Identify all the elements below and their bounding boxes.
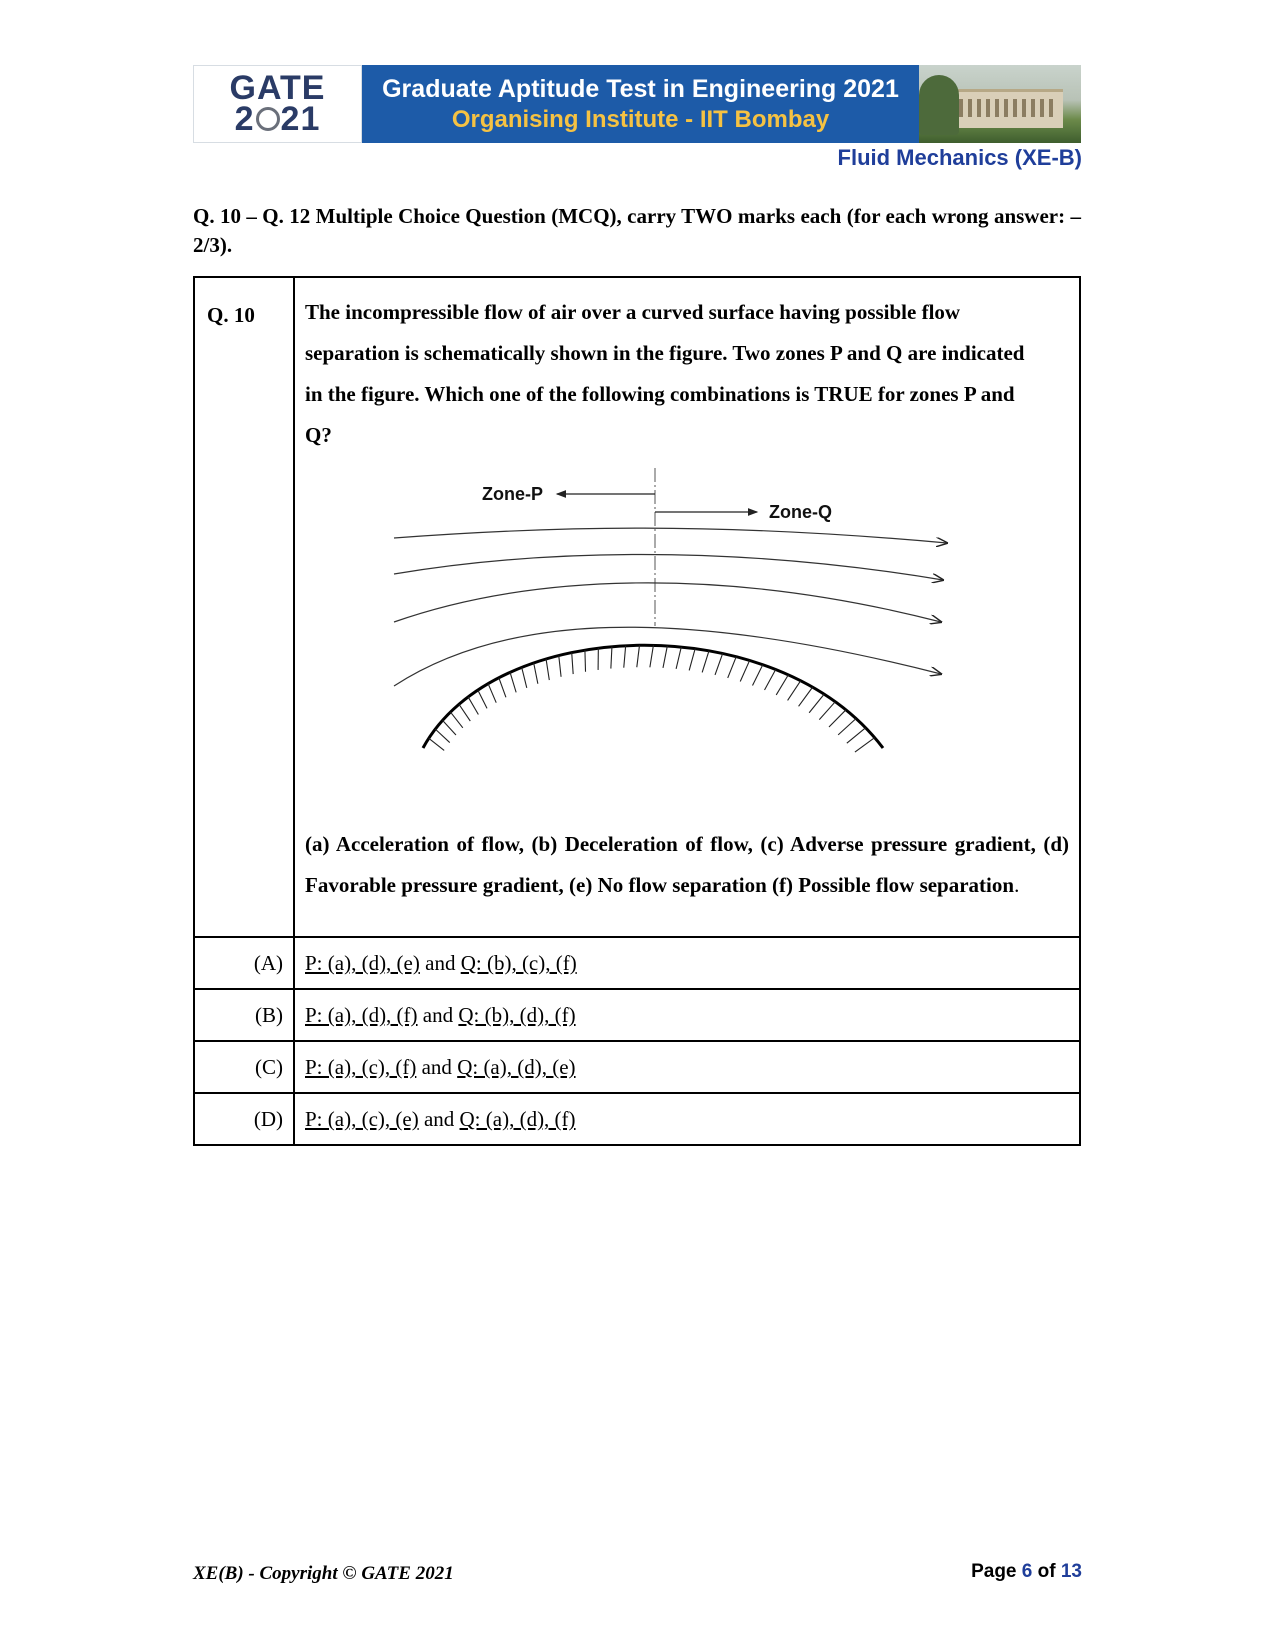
streamline-1 (394, 528, 947, 543)
logo-text-year (234, 100, 321, 138)
hatch-mark (809, 694, 824, 712)
header-banner (193, 65, 1081, 143)
option-p: P: (a), (d), (f) (305, 1003, 418, 1027)
question-number-cell (195, 278, 295, 936)
footer-copyright: XE(B) - Copyright © GATE 2021 (193, 1563, 454, 1584)
options-legend (295, 824, 1079, 936)
hatch-mark (788, 681, 801, 701)
hatch-mark (488, 684, 496, 703)
answer-option-b[interactable] (195, 990, 1079, 1042)
flow-figure (295, 456, 1079, 824)
curved-surface (423, 645, 883, 748)
option-label: (A) (195, 938, 295, 988)
logo-year-a: 2 (234, 100, 255, 138)
section-intro: Q. 10 – Q. 12 Multiple Choice Question (MCQ), carry TWO marks each (for each wrong answer: – 2/3). (193, 204, 1081, 257)
hatch-mark (740, 660, 749, 681)
question-number: Q. 10 (207, 303, 255, 327)
banner-title: Graduate Aptitude Test in Engineering 2021 (382, 75, 899, 103)
option-and: and (421, 1055, 452, 1079)
hatch-mark (534, 663, 538, 684)
streamline-3 (394, 583, 941, 622)
hatch-mark (776, 675, 788, 695)
logo-year-b: 21 (280, 100, 321, 138)
building-windows (959, 99, 1057, 117)
page-prefix: Page (971, 1561, 1017, 1582)
option-and: and (423, 1107, 455, 1131)
hatch-mark (559, 656, 561, 677)
hatch-mark (468, 697, 478, 715)
hatch-mark (510, 672, 516, 692)
option-p: P: (a), (c), (e) (305, 1107, 419, 1131)
hatch-mark (753, 665, 763, 686)
option-q: Q: (b), (c), (f) (460, 951, 577, 975)
hatch-mark (546, 659, 549, 680)
footer-page-number (971, 1561, 1082, 1583)
banner-text (362, 65, 919, 143)
hatch-mark (765, 670, 776, 690)
hatch-mark (728, 657, 737, 678)
question-text: The incompressible flow of air over a curved surface having possible flow separation is schematically shown in the figure. Two zones P and Q are indicated in the figure. Which one of the following combinations is TRUE for zones P and Q? (305, 300, 1025, 447)
gate-logo (193, 65, 362, 143)
page-total: 13 (1060, 1561, 1082, 1582)
hatch-mark (459, 704, 470, 721)
option-label: (B) (195, 990, 295, 1040)
hatch-mark (676, 647, 681, 669)
hatch-mark (689, 649, 695, 671)
option-q: Q: (b), (d), (f) (458, 1003, 576, 1027)
hatch-mark (429, 738, 444, 750)
surface-hatching (429, 645, 875, 752)
answer-option-a[interactable] (195, 938, 1079, 990)
hatch-mark (611, 647, 612, 669)
subject-title: Fluid Mechanics (XE-B) (837, 145, 1082, 170)
hatch-mark (572, 653, 573, 675)
hatch-mark (829, 710, 846, 727)
option-text (295, 1042, 1079, 1092)
question-body-cell (295, 278, 1079, 936)
hatch-mark (443, 720, 456, 735)
option-p: P: (a), (d), (e) (305, 951, 420, 975)
hatch-mark (499, 678, 506, 698)
institute-photo (919, 65, 1081, 143)
answer-option-d[interactable] (195, 1094, 1079, 1144)
hatch-mark (522, 667, 527, 687)
question-table (193, 276, 1081, 1146)
streamline-2 (394, 554, 943, 580)
hatch-mark (585, 650, 586, 672)
option-label: (D) (195, 1094, 295, 1144)
option-q: Q: (a), (d), (e) (457, 1055, 576, 1079)
page-of: of (1037, 1561, 1056, 1582)
hatch-mark (435, 729, 449, 742)
option-and: and (422, 1003, 454, 1027)
page-current: 6 (1021, 1561, 1033, 1582)
hatch-mark (847, 728, 866, 743)
hatch-mark (624, 646, 626, 668)
hatch-mark (637, 645, 640, 667)
hatch-mark (702, 651, 709, 673)
hatch-mark (650, 645, 654, 667)
option-text (295, 938, 1079, 988)
option-text (295, 990, 1079, 1040)
tree-shape (919, 75, 959, 135)
hatch-mark (819, 702, 835, 720)
option-p: P: (a), (c), (f) (305, 1055, 417, 1079)
logo-text-gate: GATE (229, 69, 326, 107)
hatch-mark (450, 712, 462, 728)
seal-icon (256, 107, 280, 131)
question-row (195, 278, 1079, 938)
answer-option-c[interactable] (195, 1042, 1079, 1094)
option-and: and (425, 951, 456, 975)
streamline-4 (394, 627, 941, 686)
hatch-mark (799, 687, 813, 706)
hatch-mark (663, 646, 667, 668)
options-legend-end: . (1014, 873, 1020, 897)
hatch-mark (838, 719, 856, 735)
banner-subtitle: Organising Institute - IIT Bombay (451, 106, 830, 133)
option-label: (C) (195, 1042, 295, 1092)
flow-diagram (295, 456, 1079, 824)
option-text (295, 1094, 1079, 1144)
hatch-mark (478, 690, 487, 708)
options-legend-text: (a) Acceleration of flow, (b) Deceleration of flow, (c) Adverse pressure gradient, (d) Favorable pressure gradient, (e) No flow separation (f) Possible flow separation (305, 832, 1069, 897)
option-q: Q: (a), (d), (f) (459, 1107, 576, 1131)
zone-q-label: Zone-Q (769, 502, 832, 522)
hatch-mark (715, 653, 723, 675)
zone-p-label: Zone-P (482, 484, 543, 504)
hatch-mark (855, 738, 875, 752)
